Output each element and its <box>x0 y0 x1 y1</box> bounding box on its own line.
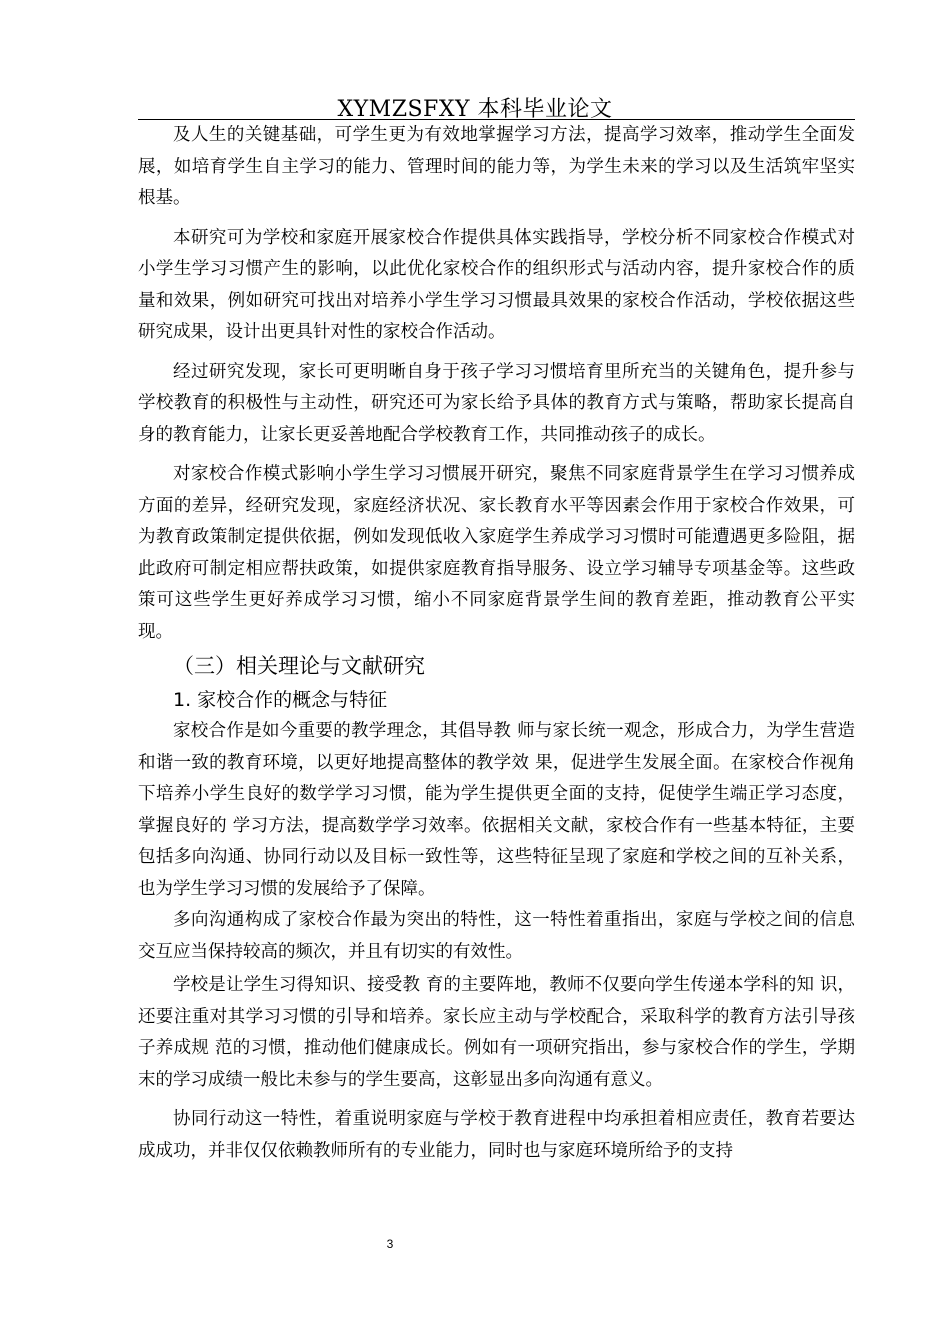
subsection-heading: 1. 家校合作的概念与特征 <box>173 689 388 711</box>
paragraph: 学校是让学生习得知识、接受教 育的主要阵地，教师不仅要向学生传递本学科的知 识，还要注重对其学习习惯的引导和培养。家长应主动与学校配合，采取科学的教育方法引导孩子养成规 范的习惯，推动他们健康成长。例如有一项研究指出，参与家校合作的学生，学期末的学习成绩一般比未参与的学生要高，这彰显出多向沟通有意义。 <box>138 975 855 1090</box>
paragraph: 本研究可为学校和家庭开展家校合作提供具体实践指导，学校分析不同家校合作模式对小学生学习习惯产生的影响，以此优化家校合作的组织形式与活动内容，提升家校合作的质量和效果，例如研究可找出对培养小学生学习习惯最具效果的家校合作活动，学校依据这些研究成果，设计出更具针对性的家校合作活动。 <box>138 227 855 342</box>
paragraph: 及人生的关键基础，可学生更为有效地掌握学习方法，提高学习效率，推动学生全面发展，如培育学生自主学习的能力、管理时间的能力等，为学生未来的学习以及生活筑牢坚实根基。 <box>138 125 855 208</box>
page-header-title: XYMZSFXY 本科毕业论文 <box>337 97 613 122</box>
paragraph: 经过研究发现，家长可更明晰自身于孩子学习习惯培育里所充当的关键角色，提升参与学校教育的积极性与主动性，研究还可为家长给予具体的教育方式与策略，帮助家长提高自身的教育能力，让家长更妥善地配合学校教育工作，共同推动孩子的成长。 <box>138 361 855 445</box>
paragraph: 家校合作是如今重要的教学理念，其倡导教 师与家长统一观念，形成合力，为学生营造和谐一致的教育环境，以更好地提高整体的教学效 果，促进学生发展全面。在家校合作视角下培养小学生良好的数学学习习惯，能为学生提供更全面的支持，促使学生端正学习态度，掌握良好的 学习方法，提高数学学习效率。依据相关文献，家校合作有一些基本特征，主要包括多向沟通、协同行动以及目标一致性等，这些特征呈现了家庭和学校之间的互补关系，也为学生学习习惯的发展给予了保障。 <box>138 721 855 899</box>
body-text <box>138 120 855 1167</box>
section-heading: （三）相关理论与文献研究 <box>173 654 425 678</box>
page-number: 3 <box>386 1237 394 1251</box>
paragraph: 多向沟通构成了家校合作最为突出的特性，这一特性着重指出，家庭与学校之间的信息交互应当保持较高的频次，并且有切实的有效性。 <box>138 910 855 962</box>
paragraph: 协同行动这一特性，着重说明家庭与学校于教育进程中均承担着相应责任，教育若要达成成功，并非仅仅依赖教师所有的专业能力，同时也与家庭环境所给予的支持 <box>138 1109 855 1161</box>
paragraph: 对家校合作模式影响小学生学习习惯展开研究，聚焦不同家庭背景学生在学习习惯养成方面的差异，经研究发现，家庭经济状况、家长教育水平等因素会作用于家校合作效果，可为教育政策制定提供依据，例如发现低收入家庭学生养成学习习惯时可能遭遇更多险阻，据此政府可制定相应帮扶政策，如提供家庭教育指导服务、设立学习辅导专项基金等。这些政策可这些学生更好养成学习习惯，缩小不同家庭背景学生间的教育差距，推动教育公平实现。 <box>138 464 855 642</box>
